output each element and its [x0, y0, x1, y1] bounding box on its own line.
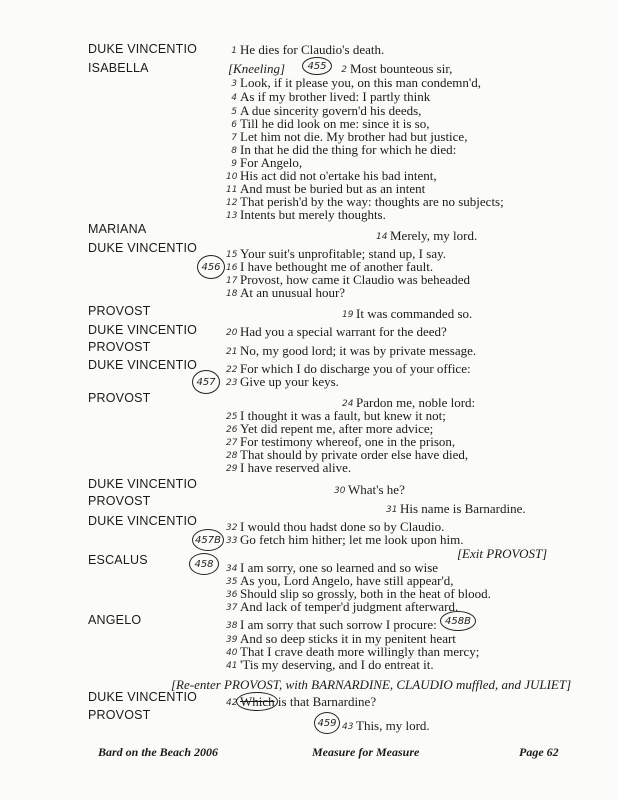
line-text: Had you a special warrant for the deed?: [240, 324, 447, 339]
line-number: 30: [334, 486, 346, 496]
line-text: A due sincerity govern'd his deeds,: [240, 103, 422, 118]
speaker-name: DUKE VINCENTIO: [88, 690, 198, 704]
line-text: And lack of temper'd judgment afterward.: [240, 599, 459, 614]
line-text: 'Tis my deserving, and I do entreat it.: [240, 657, 434, 672]
footer-page-number: Page 62: [519, 745, 559, 759]
dialogue-line: [226, 42, 384, 59]
line-text: That I crave death more willingly than mercy;: [240, 644, 480, 659]
line-text: That should by private order else have died,: [240, 447, 469, 462]
line-text: And so deep sticks it in my penitent heart: [240, 631, 456, 646]
line-number: 25: [226, 412, 238, 422]
line-text: In that he did the thing for which he died:: [240, 142, 457, 157]
line-number: 1: [231, 46, 237, 56]
footer-center: Measure for Measure: [312, 745, 420, 759]
cue-circle: 458: [189, 553, 219, 575]
line-text: Provost, how came it Claudio was beheaded: [240, 272, 470, 287]
line-number: 15: [226, 250, 238, 260]
line-number: 20: [226, 328, 238, 338]
struck-text: Which: [240, 694, 275, 709]
line-text: At an unusual hour?: [240, 285, 346, 300]
speaker-name: DUKE VINCENTIO: [88, 358, 198, 372]
line-number: 24: [342, 399, 354, 409]
line-number: 16: [226, 263, 238, 273]
line-number: 7: [231, 133, 237, 143]
line-number: 40: [226, 648, 238, 658]
dialogue-line: [334, 482, 405, 499]
line-number: 8: [231, 146, 237, 156]
line-text: As you, Lord Angelo, have still appear'd,: [240, 573, 454, 588]
speaker-name: MARIANA: [88, 222, 147, 236]
speaker-name: DUKE VINCENTIO: [88, 323, 198, 337]
line-text: Merely, my lord.: [390, 228, 478, 243]
line-text: I am sorry, one so learned and so wise: [240, 560, 439, 575]
speaker-name: DUKE VINCENTIO: [88, 514, 198, 528]
line-number: 35: [226, 577, 238, 587]
stage-direction: [Exit PROVOST]: [457, 546, 548, 561]
speaker-name: DUKE VINCENTIO: [88, 241, 198, 255]
line-number: 21: [226, 347, 238, 357]
dialogue-line: [226, 207, 386, 224]
line-text: Most bounteous sir,: [350, 61, 453, 76]
line-number: 2: [341, 65, 347, 75]
line-number: 18: [226, 289, 238, 299]
line-text: Till he did look on me: since it is so,: [240, 116, 430, 131]
line-number: 38: [226, 621, 238, 631]
dialogue-line: [342, 718, 430, 735]
line-number: 22: [226, 365, 238, 375]
line-number: 33: [226, 536, 238, 546]
line-text: Let him not die. My brother had but justice,: [240, 129, 468, 144]
line-number: 37: [226, 603, 238, 613]
line-text: Should slip so grossly, both in the heat of blood.: [240, 586, 491, 601]
line-number: 17: [226, 276, 238, 286]
speaker-name: PROVOST: [88, 340, 151, 354]
line-text: That perish'd by the way: thoughts are no subjects;: [240, 194, 504, 209]
line-number: 28: [226, 451, 238, 461]
line-text: He dies for Claudio's death.: [240, 42, 385, 57]
line-text: For which I do discharge you of your office:: [240, 361, 471, 376]
line-number: 10: [226, 172, 238, 182]
struck-word: [240, 694, 275, 709]
speaker-name: PROVOST: [88, 391, 151, 405]
line-number: 26: [226, 425, 238, 435]
speaker-name: DUKE VINCENTIO: [88, 42, 198, 56]
dialogue-line: [226, 460, 351, 477]
line-text: Intents but merely thoughts.: [240, 207, 386, 222]
speaker-name: ISABELLA: [88, 61, 149, 75]
line-text: For Angelo,: [240, 155, 303, 170]
line-number: 41: [226, 661, 238, 671]
speaker-name: PROVOST: [88, 304, 151, 318]
line-number: 42: [226, 698, 238, 708]
line-number: 32: [226, 523, 238, 533]
line-number: 34: [226, 564, 238, 574]
line-number: 39: [226, 635, 238, 645]
dialogue-line: [226, 694, 376, 711]
line-text: For testimony whereof, one in the prison,: [240, 434, 456, 449]
line-text: No, my good lord; it was by private message.: [240, 343, 477, 358]
cue-circle: 457: [192, 370, 220, 394]
line-number: 36: [226, 590, 238, 600]
cue-circle: 457B: [192, 529, 224, 551]
cue-circle: 455: [302, 57, 332, 75]
line-number: 31: [386, 505, 398, 515]
line-text: I thought it was a fault, but knew it not;: [240, 408, 446, 423]
cue-circle: 456: [197, 255, 225, 279]
footer-left: Bard on the Beach 2006: [98, 745, 219, 759]
dialogue-line: [226, 599, 458, 616]
line-number: 29: [226, 464, 238, 474]
speaker-name: PROVOST: [88, 708, 151, 722]
line-number: 12: [226, 198, 238, 208]
line-text: Go fetch him hither; let me look upon him.: [240, 532, 464, 547]
line-text: I have bethought me of another fault.: [240, 259, 434, 274]
speaker-name: ANGELO: [88, 613, 142, 627]
line-text: Yet did repent me, after more advice;: [240, 421, 434, 436]
pen-circle-mark: [236, 692, 278, 711]
line-text: As if my brother lived: I partly think: [240, 89, 431, 104]
line-number: 14: [376, 232, 388, 242]
line-text: is that Barnardine?: [277, 694, 377, 709]
line-number: 4: [231, 93, 237, 103]
dialogue-line: [226, 532, 464, 549]
line-number: 3: [231, 79, 237, 89]
line-text: Your suit's unprofitable; stand up, I say.: [240, 246, 447, 261]
dialogue-line: [226, 343, 476, 360]
stage-direction: [Re-enter PROVOST, with BARNARDINE, CLAUDIO muffled, and JULIET]: [171, 677, 572, 692]
line-text: His act did not o'ertake his bad intent,: [240, 168, 437, 183]
stage-direction: [Kneeling]: [228, 61, 286, 76]
dialogue-line: [376, 228, 477, 245]
dialogue-line: [386, 501, 526, 518]
line-number: 23: [226, 378, 238, 388]
cue-circle: 458B: [440, 611, 476, 631]
line-text: I would thou hadst done so by Claudio.: [240, 519, 445, 534]
dialogue-line: [226, 657, 434, 674]
line-text: It was commanded so.: [356, 306, 473, 321]
line-text: His name is Barnardine.: [400, 501, 526, 516]
line-text: I am sorry that such sorrow I procure:: [240, 617, 437, 632]
line-text: Pardon me, noble lord:: [356, 395, 476, 410]
speaker-name: PROVOST: [88, 494, 151, 508]
cue-circle: 459: [314, 712, 340, 734]
line-number: 11: [226, 185, 238, 195]
line-text: What's he?: [348, 482, 405, 497]
line-number: 43: [342, 722, 354, 732]
line-number: 9: [231, 159, 237, 169]
line-number: 27: [226, 438, 238, 448]
dialogue-line: [226, 324, 447, 341]
line-number: 6: [231, 120, 237, 130]
speaker-name: ESCALUS: [88, 553, 148, 567]
line-number: 19: [342, 310, 354, 320]
line-number: 13: [226, 211, 238, 221]
dialogue-line: [226, 374, 339, 391]
line-text: Look, if it please you, on this man condemn'd,: [240, 75, 481, 90]
line-text: I have reserved alive.: [240, 460, 352, 475]
line-text: Give up your keys.: [240, 374, 339, 389]
line-text: And must be buried but as an intent: [240, 181, 426, 196]
line-text: This, my lord.: [356, 718, 430, 733]
speaker-name: DUKE VINCENTIO: [88, 477, 198, 491]
dialogue-line: [226, 285, 345, 302]
dialogue-line: [342, 306, 472, 323]
line-number: 5: [231, 107, 237, 117]
